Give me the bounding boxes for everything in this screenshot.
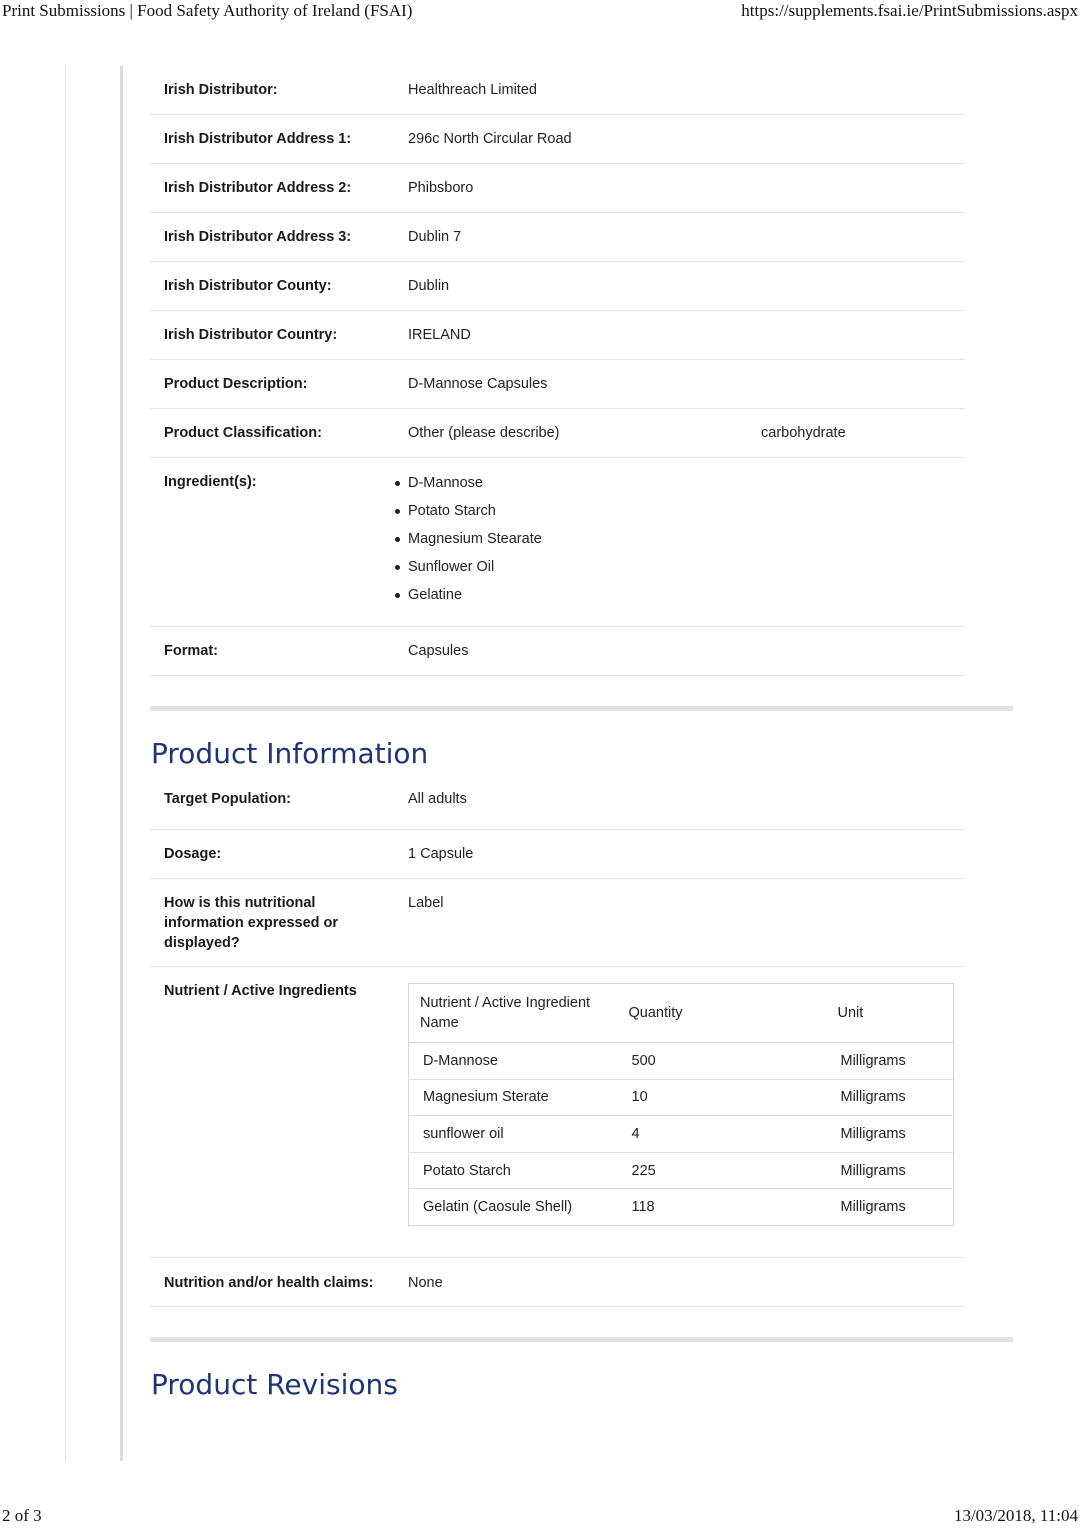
print-header: [0, 1, 1080, 23]
section-divider: [150, 706, 1013, 711]
cell-quantity: 10: [619, 1079, 828, 1116]
field-value-detail: carbohydrate: [761, 425, 846, 441]
field-value: IRELAND: [408, 327, 471, 343]
field-value: None: [408, 1275, 443, 1291]
cell-unit: Milligrams: [828, 1152, 954, 1189]
page-left-border: [65, 66, 66, 1461]
cell-quantity: 500: [619, 1043, 828, 1080]
field-label: Irish Distributor Address 3:: [164, 229, 352, 245]
field-ingredients: [150, 458, 965, 627]
field-distributor-country: [150, 311, 965, 360]
table-row: [409, 1043, 954, 1080]
field-distributor-address-1: [150, 115, 965, 164]
table-row: [409, 1189, 954, 1226]
submission-content: [150, 66, 1013, 1410]
print-datetime: 13/03/2018, 11:04: [953, 1506, 1078, 1525]
field-label: Irish Distributor County:: [164, 278, 332, 294]
field-value: Healthreach Limited: [408, 82, 537, 98]
cell-quantity: 4: [619, 1116, 828, 1153]
ingredient-list: [408, 473, 542, 613]
field-dosage: [150, 830, 965, 879]
column-header-unit: Unit: [828, 984, 954, 1043]
content-left-border: [120, 66, 123, 1461]
table-row: [409, 1079, 954, 1116]
section-divider: [150, 1337, 1013, 1342]
field-value: Label: [408, 895, 444, 911]
field-distributor-name: [150, 66, 965, 115]
field-distributor-county: [150, 262, 965, 311]
list-item: Sunflower Oil: [408, 557, 542, 585]
list-item: Magnesium Stearate: [408, 529, 542, 557]
field-label: Ingredient(s):: [164, 474, 257, 490]
field-label: Nutrient / Active Ingredients: [164, 983, 357, 999]
print-footer: [0, 1506, 1080, 1528]
field-health-claims: [150, 1258, 965, 1307]
cell-name: Potato Starch: [409, 1152, 619, 1189]
field-value: Dublin: [408, 278, 450, 294]
field-label: How is this nutritional information expressed or displayed?: [164, 895, 339, 951]
cell-name: D-Mannose: [409, 1043, 619, 1080]
table-row: [409, 1116, 954, 1153]
field-value: Phibsboro: [408, 180, 474, 196]
field-label: Target Population:: [164, 791, 292, 807]
column-header-quantity: Quantity: [619, 984, 828, 1043]
field-label: Nutrition and/or health claims:: [164, 1275, 374, 1291]
column-header-name: Nutrient / Active Ingredient Name: [409, 984, 619, 1043]
field-information-display: [150, 879, 965, 967]
field-format: [150, 627, 965, 676]
page-number: 2 of 3: [2, 1506, 42, 1525]
cell-unit: Milligrams: [828, 1079, 954, 1116]
field-label: Format:: [164, 643, 218, 659]
field-label: Irish Distributor:: [164, 82, 278, 98]
nutrient-table: [408, 983, 954, 1226]
cell-name: Gelatin (Caosule Shell): [423, 1199, 573, 1216]
field-distributor-address-2: [150, 164, 965, 213]
table-header-row: [409, 984, 954, 1043]
table-row: [409, 1152, 954, 1189]
field-label: Dosage:: [164, 846, 222, 862]
field-target-population: [150, 781, 965, 830]
field-label: Irish Distributor Address 2:: [164, 180, 352, 196]
field-product-classification: [150, 409, 965, 458]
field-value: All adults: [408, 791, 467, 807]
field-value: Other (please describe): [408, 425, 560, 441]
field-label: Product Classification:: [164, 425, 322, 441]
list-item: Potato Starch: [408, 501, 542, 529]
field-value: Dublin 7: [408, 229, 462, 245]
field-product-description: [150, 360, 965, 409]
cell-quantity: 118: [631, 1199, 655, 1216]
field-label: Product Description:: [164, 376, 308, 392]
field-value: 296c North Circular Road: [408, 131, 572, 147]
field-nutrient-active-ingredients: [150, 967, 965, 1258]
print-page-url: https://supplements.fsai.ie/PrintSubmissions.aspx: [741, 1, 1078, 20]
cell-name: Magnesium Sterate: [409, 1079, 619, 1116]
field-label: Irish Distributor Address 1:: [164, 131, 352, 147]
cell-unit: Milligrams: [828, 1116, 954, 1153]
field-value: 1 Capsule: [408, 846, 474, 862]
cell-unit: Milligrams: [828, 1043, 954, 1080]
cell-name: sunflower oil: [409, 1116, 619, 1153]
field-distributor-address-3: [150, 213, 965, 262]
section-title-product-information: Product Information: [151, 737, 429, 770]
list-item: Gelatine: [408, 585, 542, 613]
print-page-title: Print Submissions | Food Safety Authority of Ireland (FSAI): [2, 1, 413, 20]
field-value: D-Mannose Capsules: [408, 376, 548, 392]
list-item: D-Mannose: [408, 473, 542, 501]
field-label: Irish Distributor Country:: [164, 327, 338, 343]
field-value: Capsules: [408, 643, 469, 659]
section-title-product-revisions: Product Revisions: [151, 1368, 398, 1401]
cell-unit: Milligrams: [840, 1199, 906, 1216]
cell-quantity: 225: [619, 1152, 828, 1189]
